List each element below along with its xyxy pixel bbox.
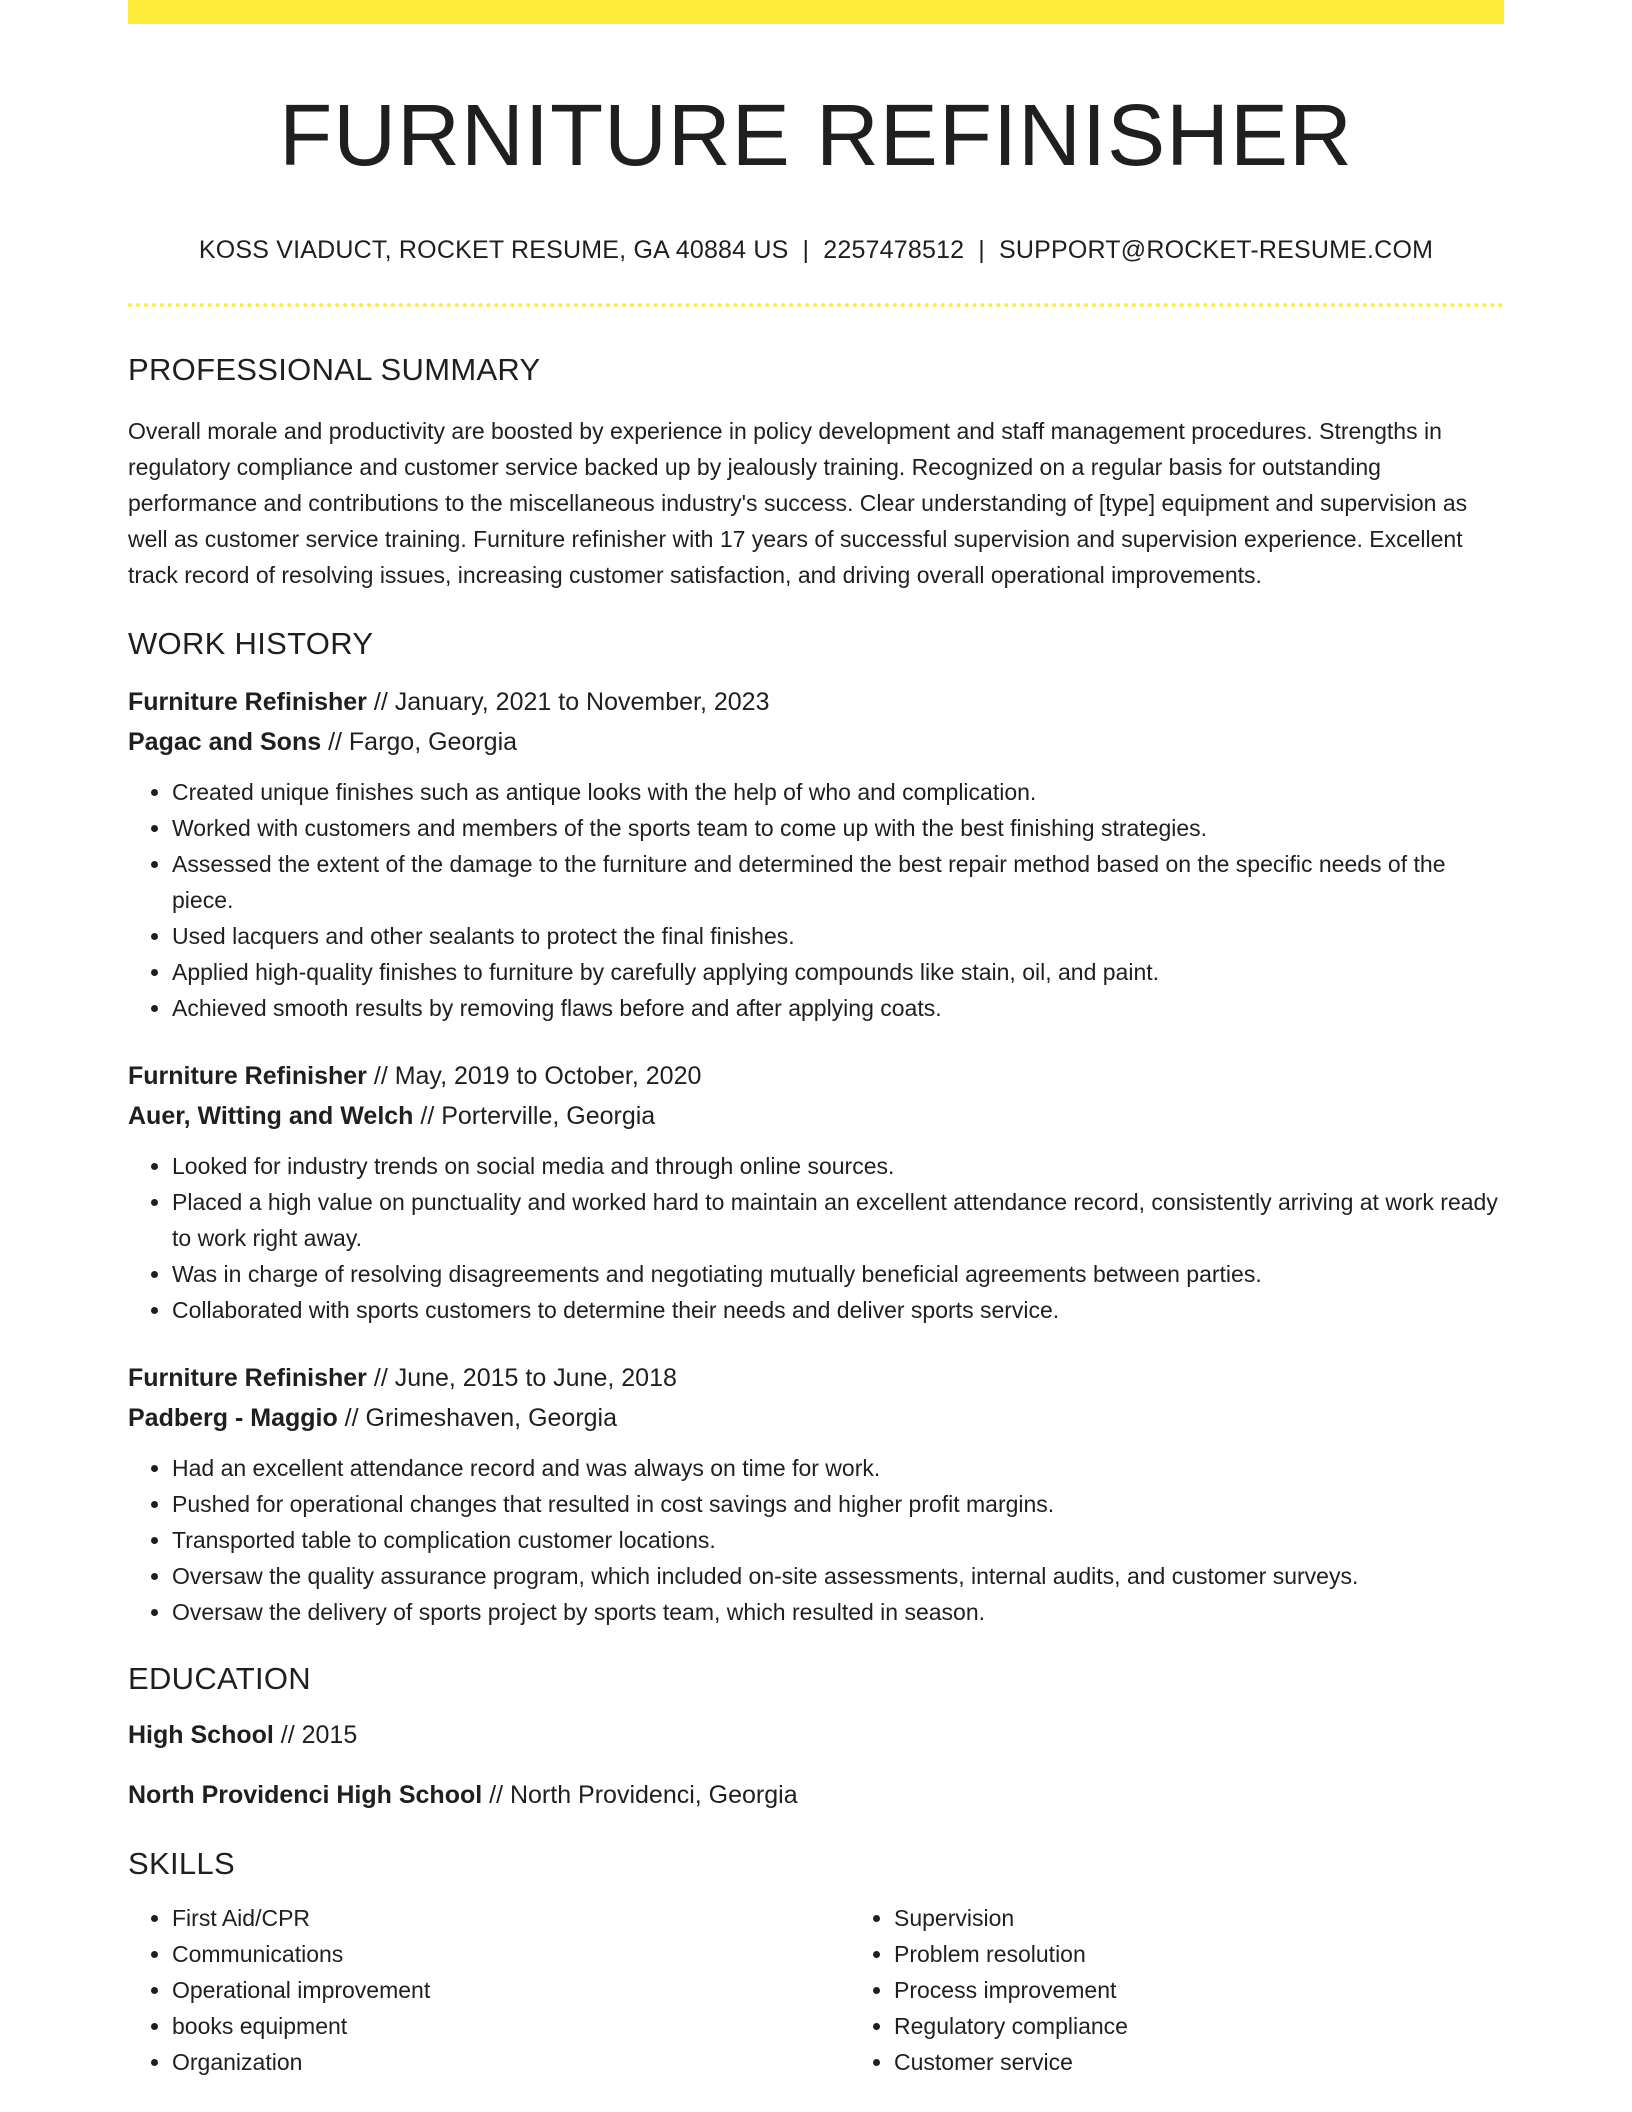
- skill-item: • Customer service: [894, 2044, 1572, 2080]
- job-bullet: • Applied high-quality finishes to furniture by carefully applying compounds like stain, oil, and paint.: [172, 954, 1504, 990]
- job-bullet: • Used lacquers and other sealants to protect the final finishes.: [172, 918, 1504, 954]
- education-year: // 2015: [273, 1720, 358, 1749]
- skill-item: • Organization: [172, 2044, 850, 2080]
- skill-item: • First Aid/CPR: [172, 1900, 850, 1936]
- job-bullets: [128, 774, 1504, 1026]
- job-bullet: • Collaborated with sports customers to determine their needs and deliver sports service.: [172, 1292, 1504, 1328]
- job-bullet: • Assessed the extent of the damage to the furniture and determined the best repair method based on the specific needs of the piece.: [172, 846, 1504, 918]
- job-bullet: • Oversaw the delivery of sports project by sports team, which resulted in season.: [172, 1594, 1504, 1630]
- job-title: Furniture Refinisher: [128, 1363, 367, 1392]
- skill-item: • Supervision: [894, 1900, 1572, 1936]
- dotted-divider: [128, 303, 1504, 307]
- skills-right-list: [850, 1900, 1572, 2080]
- job-company: Padberg - Maggio: [128, 1403, 338, 1432]
- job-bullet: • Pushed for operational changes that resulted in cost savings and higher profit margins.: [172, 1486, 1504, 1522]
- summary-heading: PROFESSIONAL SUMMARY: [128, 352, 541, 388]
- skill-item: • Regulatory compliance: [894, 2008, 1572, 2044]
- top-accent-bar: [128, 0, 1504, 24]
- job-bullet: • Placed a high value on punctuality and worked hard to maintain an excellent attendance record, consistently arriving at work ready to work right away.: [172, 1184, 1504, 1256]
- education-location: // North Providenci, Georgia: [482, 1780, 798, 1809]
- job-location: // Grimeshaven, Georgia: [337, 1403, 618, 1432]
- job-bullet: • Created unique finishes such as antique looks with the help of who and complication.: [172, 774, 1504, 810]
- skill-item: • Problem resolution: [894, 1936, 1572, 1972]
- education-heading: EDUCATION: [128, 1660, 311, 1696]
- skill-item: • Operational improvement: [172, 1972, 850, 2008]
- contact-address: KOSS VIADUCT, ROCKET RESUME, GA 40884 US: [198, 236, 789, 265]
- skills-columns: [128, 1900, 1504, 2080]
- contact-email: SUPPORT@ROCKET-RESUME.COM: [998, 236, 1434, 265]
- job-company-line: [128, 1398, 1504, 1438]
- contact-separator: |: [978, 236, 985, 265]
- job-entry: [128, 682, 1504, 1026]
- job-bullets: [128, 1450, 1504, 1630]
- job-bullet: • Oversaw the quality assurance program, which included on-site assessments, internal audits, and customer surveys.: [172, 1558, 1504, 1594]
- job-company-line: [128, 722, 1504, 762]
- work-history-heading: WORK HISTORY: [128, 625, 374, 661]
- contact-separator: |: [802, 236, 810, 265]
- job-company-line: [128, 1096, 1504, 1136]
- job-company: Pagac and Sons: [128, 727, 322, 756]
- job-dates: // June, 2015 to June, 2018: [366, 1363, 677, 1392]
- job-dates: // January, 2021 to November, 2023: [366, 687, 770, 716]
- job-bullets: [128, 1148, 1504, 1328]
- job-bullet: • Transported table to complication customer locations.: [172, 1522, 1504, 1558]
- job-location: // Porterville, Georgia: [413, 1101, 656, 1130]
- resume-title: FURNITURE REFINISHER: [279, 87, 1353, 184]
- job-bullet: • Looked for industry trends on social media and through online sources.: [172, 1148, 1504, 1184]
- job-title-line: [128, 1056, 1504, 1096]
- job-company: Auer, Witting and Welch: [128, 1101, 414, 1130]
- education-school-line: [128, 1775, 1504, 1815]
- job-title: Furniture Refinisher: [128, 1061, 367, 1090]
- job-bullet: • Was in charge of resolving disagreements and negotiating mutually beneficial agreements between parties.: [172, 1256, 1504, 1292]
- skill-item: • Process improvement: [894, 1972, 1572, 2008]
- job-entry: [128, 1358, 1504, 1630]
- job-title: Furniture Refinisher: [128, 687, 367, 716]
- education-degree-line: [128, 1715, 1504, 1755]
- education-school: North Providenci High School: [128, 1780, 483, 1809]
- job-location: // Fargo, Georgia: [321, 727, 518, 756]
- job-bullet: • Worked with customers and members of the sports team to come up with the best finishing strategies.: [172, 810, 1504, 846]
- job-bullet: • Had an excellent attendance record and was always on time for work.: [172, 1450, 1504, 1486]
- job-title-line: [128, 1358, 1504, 1398]
- skills-heading: SKILLS: [128, 1845, 235, 1881]
- job-entry: [128, 1056, 1504, 1328]
- job-title-line: [128, 682, 1504, 722]
- skills-left-list: [128, 1900, 850, 2080]
- job-bullet: • Achieved smooth results by removing flaws before and after applying coats.: [172, 990, 1504, 1026]
- summary-text: Overall morale and productivity are boosted by experience in policy development and staff management procedures. Strengths in regulatory compliance and customer service backed up by jealously training. Recognized on a regular basis for outstanding performance and contributions to the miscellaneous industry's success. Clear understanding of [type] equipment and supervision as well as customer service training. Furniture refinisher with 17 years of successful supervision and supervision experience. Excellent track record of resolving issues, increasing customer satisfaction, and driving overall operational improvements.: [128, 417, 1468, 588]
- resume-page: [128, 0, 1504, 2080]
- skill-item: • Communications: [172, 1936, 850, 1972]
- education-degree: High School: [128, 1720, 274, 1749]
- job-dates: // May, 2019 to October, 2020: [366, 1061, 702, 1090]
- contact-phone: 2257478512: [823, 236, 965, 265]
- skill-item: • books equipment: [172, 2008, 850, 2044]
- contact-line: [128, 236, 1504, 265]
